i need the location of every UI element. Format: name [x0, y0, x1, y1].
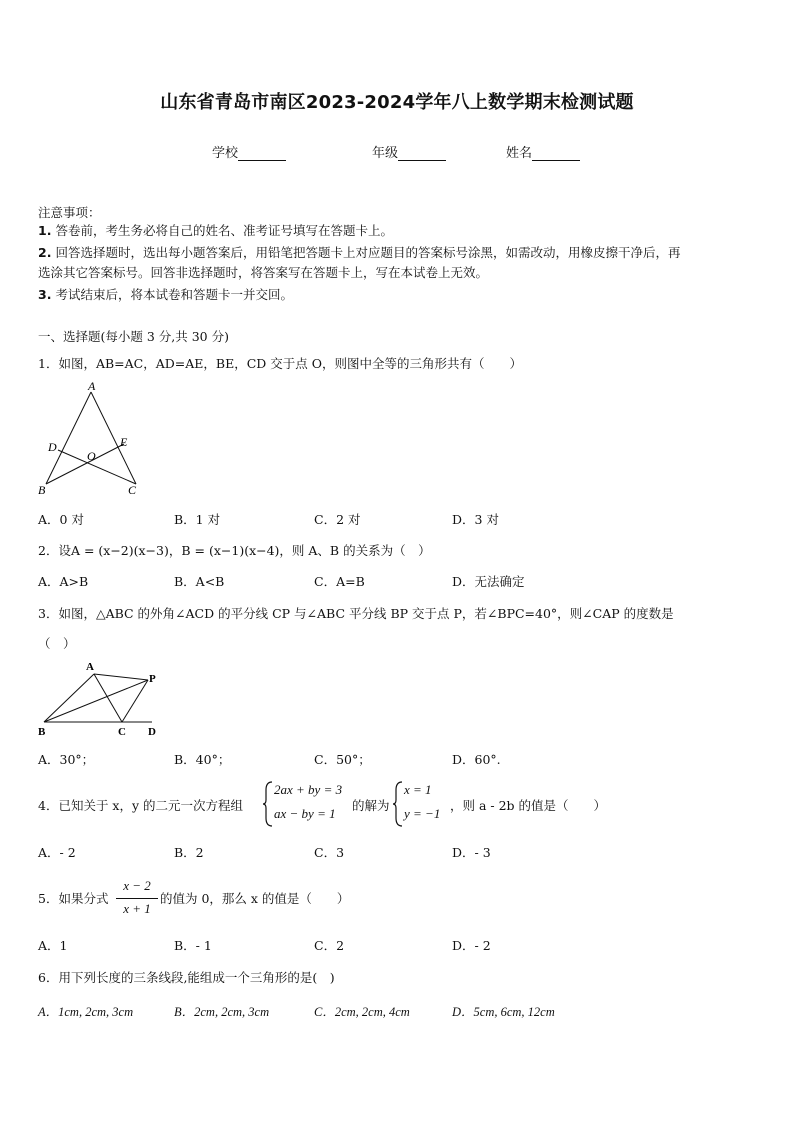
q3-option-d[interactable]: D．60°. — [452, 752, 501, 767]
question-2: 2．设A = (x−2)(x−3)，B = (x−1)(x−4)，则 A、B 的关系为（ ） — [38, 543, 431, 558]
q4-option-c[interactable]: C．3 — [314, 845, 345, 860]
question-4-post: ，则 a - 2b 的值是（ ） — [450, 798, 607, 813]
q3-segment-ap — [94, 674, 148, 680]
q2-option-a[interactable]: A．A>B — [38, 574, 89, 589]
q3-option-b[interactable]: B．40°； — [174, 752, 231, 767]
notes-heading: 注意事项： — [38, 205, 101, 220]
q5-denominator: x + 1 — [123, 901, 151, 916]
q3-segment-ba — [44, 674, 94, 722]
school-blank[interactable] — [238, 146, 286, 161]
q3-option-a[interactable]: A．30°； — [38, 752, 95, 767]
note-3-text: 考试结束后，将本试卷和答题卡一并交回。 — [55, 287, 293, 302]
page-title: 山东省青岛市南区2023-2024学年八上数学期末检测试题 — [160, 92, 634, 113]
q6-option-c[interactable]: C．2cm, 2cm, 4cm — [314, 1005, 410, 1019]
q6-option-a[interactable]: A．1cm, 2cm, 3cm — [38, 1005, 134, 1019]
q1-option-b[interactable]: B．1 对 — [174, 512, 221, 527]
q3-figure — [36, 658, 166, 740]
question-5-post: 的值为 0，那么 x 的值是（ ） — [160, 891, 350, 906]
note-2 — [38, 243, 758, 263]
note-2-number: 2. — [38, 245, 52, 260]
note-2-text-a: 回答选择题时，选出每小题答案后，用铅笔把答题卡上对应题目的答案标号涂黑，如需改动，用橡皮擦干净后，再 — [55, 245, 681, 260]
grade-field — [372, 142, 446, 161]
q3-segment-bp — [44, 680, 148, 722]
q1-label-e: E — [120, 435, 128, 449]
q1-segment-be — [46, 444, 124, 484]
q1-option-d[interactable]: D．3 对 — [452, 512, 499, 527]
q4-solution-x: x = 1 — [404, 782, 432, 797]
q2-option-c[interactable]: C．A=B — [314, 574, 365, 589]
q4-option-a[interactable]: A．- 2 — [38, 845, 76, 860]
q5-option-b[interactable]: B．- 1 — [174, 938, 212, 953]
q6-option-b[interactable]: B．2cm, 2cm, 3cm — [174, 1005, 270, 1019]
q5-option-a[interactable]: A．1 — [38, 938, 68, 953]
grade-blank[interactable] — [398, 146, 446, 161]
section-heading: 一、选择题(每小题 3 分,共 30 分) — [38, 329, 229, 344]
q3-label-p: P — [149, 673, 156, 685]
q3-option-c[interactable]: C．50°； — [314, 752, 371, 767]
q6-option-d[interactable]: D．5cm, 6cm, 12cm — [452, 1005, 555, 1019]
question-4-mid: 的解为 — [352, 798, 390, 813]
q1-label-o: O — [87, 449, 96, 463]
school-field — [212, 142, 286, 161]
q5-option-c[interactable]: C．2 — [314, 938, 345, 953]
q3-label-c: C — [118, 726, 126, 738]
question-4-pre: 4．已知关于 x，y 的二元一次方程组 — [38, 798, 244, 813]
q3-segment-cp — [122, 680, 148, 722]
q1-label-a: A — [88, 380, 96, 393]
q1-label-d: D — [48, 440, 57, 454]
note-2-continued: 选涂其它答案标号。回答非选择题时，将答案写在答题卡上，写在本试卷上无效。 — [38, 265, 489, 280]
q1-label-b: B — [38, 483, 46, 497]
q5-fraction-bar — [116, 898, 158, 899]
note-1-number: 1. — [38, 223, 52, 238]
q1-label-c: C — [128, 483, 137, 497]
q4-equation-2: ax − by = 1 — [274, 806, 336, 821]
note-3 — [38, 285, 758, 305]
grade-label: 年级 — [372, 146, 399, 161]
question-5-pre: 5．如果分式 — [38, 891, 109, 906]
q3-segment-ac — [94, 674, 122, 722]
q1-segment-ab — [46, 392, 91, 484]
q2-option-b[interactable]: B．A<B — [174, 574, 225, 589]
q4-solution-y: y = −1 — [404, 806, 441, 821]
q4-brace-left-icon — [262, 780, 274, 828]
q1-figure — [36, 380, 146, 498]
q3-label-a: A — [86, 661, 94, 673]
q4-equation-1: 2ax + by = 3 — [274, 782, 343, 797]
school-label: 学校 — [212, 146, 239, 161]
question-3: 3．如图，△ABC 的外角∠ACD 的平分线 CP 与∠ABC 平分线 BP 交于点 P，若∠BPC=40°，则∠CAP 的度数是 — [38, 606, 674, 621]
question-6: 6．用下列长度的三条线段,能组成一个三角形的是( ) — [38, 970, 335, 985]
q1-option-c[interactable]: C．2 对 — [314, 512, 361, 527]
question-1: 1．如图，AB=AC，AD=AE，BE，CD 交于点 O，则图中全等的三角形共有（ ） — [38, 356, 522, 371]
note-3-number: 3. — [38, 287, 52, 302]
question-3-paren: （ ） — [38, 636, 76, 651]
q1-segment-cd — [58, 450, 136, 484]
note-1-text: 答卷前，考生务必将自己的姓名、准考证号填写在答题卡上。 — [55, 223, 393, 238]
name-label: 姓名 — [506, 146, 533, 161]
name-field — [506, 142, 580, 161]
q4-brace-right-icon — [392, 780, 404, 828]
q3-label-b: B — [38, 726, 46, 738]
q3-label-d: D — [148, 726, 156, 738]
q1-segment-ac — [91, 392, 136, 484]
name-blank[interactable] — [532, 146, 580, 161]
q4-option-b[interactable]: B．2 — [174, 845, 204, 860]
q5-numerator: x − 2 — [123, 878, 151, 893]
q2-option-d[interactable]: D．无法确定 — [452, 574, 525, 589]
q5-option-d[interactable]: D．- 2 — [452, 938, 491, 953]
q4-option-d[interactable]: D．- 3 — [452, 845, 491, 860]
note-1 — [38, 221, 758, 241]
q1-option-a[interactable]: A．0 对 — [38, 512, 84, 527]
